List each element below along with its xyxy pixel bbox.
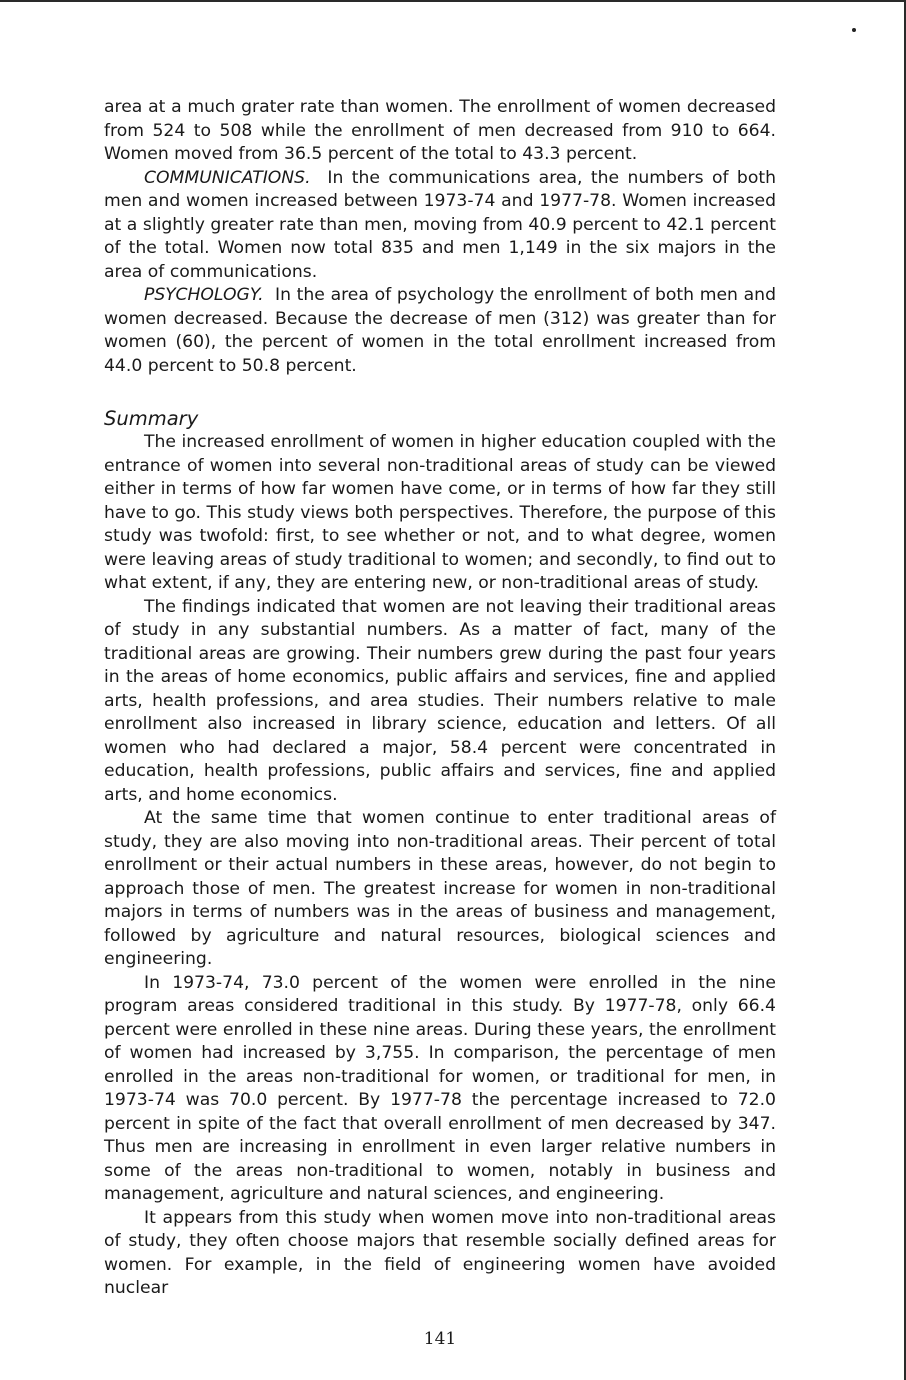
scan-speck [852,28,856,32]
summary-paragraph-4: In 1973-74, 73.0 percent of the women were enrolled in the nine program areas considered traditional in this study. By 1977-78, only 66.4 percent were enrolled in these nine areas. During these years, the enrollment of women had increased by 3,755. In comparison, the percentage of men enrolled in the areas non-traditional for women, or traditional for men, in 1973-74 was 70.0 percent. By 1977-78 the percentage increased to 72.0 percent in spite of the fact that overall enrollment of men decreased by 347. Thus men are increasing in enrollment in even larger relative numbers in some of the areas non-traditional to women, notably in business and management, agriculture and natural sciences, and engineering. [104,972,776,1204]
scan-border-top [0,0,906,2]
summary-paragraph-1: The increased enrollment of women in higher education coupled with the entrance of women into several non-traditional areas of study can be viewed either in terms of how far women have come, or in terms of how far they still have to go. This study views both perspectives. Therefore, the purpose of this study was twofold: first, to see whether or not, and to what degree, women were leaving areas of study traditional to women; and secondly, to find out to what extent, if any, they are entering new, or non-traditional areas of study. [104,432,776,593]
summary-heading: Summary [104,407,199,430]
continuation-paragraph: area at a much grater rate than women. The enrollment of women decreased from 524 to 508 while the enrollment of men decreased from 910 to 664. Women moved from 36.5 percent of the total to 43.3 percent. [104,97,776,164]
psychology-text: In the area of psychology the enrollment of both men and women decreased. Because the decrease of men (312) was greater than for women (60), the percent of women in the total enrollment increased from 44.0 percent to 50.8 percent. [104,285,776,376]
psychology-paragraph [104,284,776,378]
communications-heading: COMMUNICATIONS. [144,167,311,188]
summary-paragraph-3: At the same time that women continue to enter traditional areas of study, they are also moving into non-traditional areas. Their percent of total enrollment or their actual numbers in these areas, however, do not begin to approach those of men. The greatest increase for women in non-traditional majors in terms of numbers was in the areas of business and management, followed by agriculture and natural resources, biological sciences and engineering. [104,808,776,969]
psychology-heading: PSYCHOLOGY. [144,285,264,305]
summary-paragraph-2: The findings indicated that women are not leaving their traditional areas of study in any substantial numbers. As a matter of fact, many of the traditional areas are growing. Their numbers grew during the past four years in the areas of home economics, public affairs and services, fine and applied arts, health professions, and area studies. Their numbers relative to male enrollment also increased in library science, education and letters. Of all women who had declared a major, 58.4 percent were concentrated in education, health professions, public affairs and services, fine and applied arts, and home economics. [104,596,776,805]
communications-paragraph [104,167,776,285]
page-body [104,96,776,1301]
communications-text: In the communications area, the numbers of both men and women increased between 1973-74 and 1977-78. Women increased at a slightly greater rate than men, moving from 40.9 percent to 42.1 percent of the total. Women now total 835 and men 1,149 in the six majors in the area of communications. [104,167,776,282]
summary-paragraph-5: It appears from this study when women move into non-traditional areas of study, they often choose majors that resemble socially defined areas for women. For example, in the field of engineering women have avoided nuclear [104,1207,776,1298]
page-number: 141 [423,1329,457,1349]
